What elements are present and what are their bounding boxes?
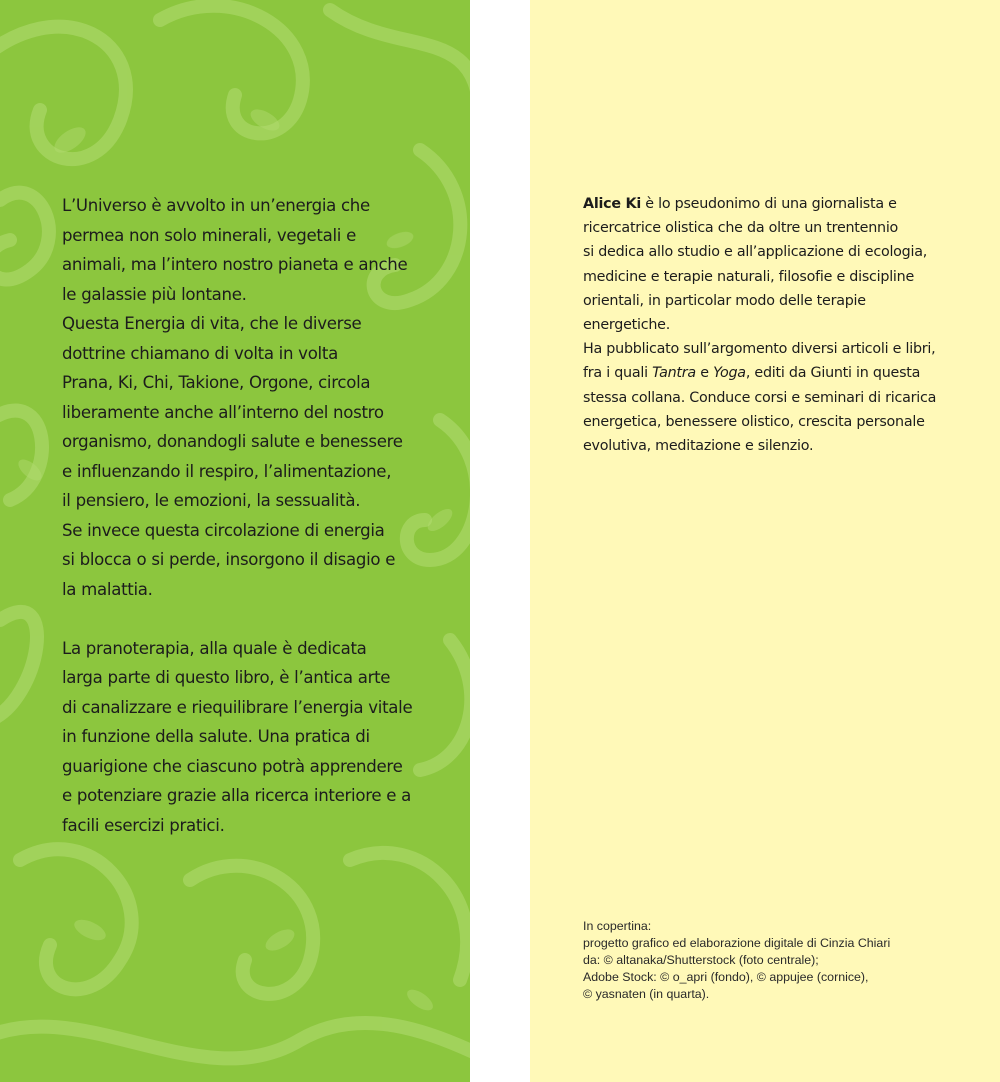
back-flap-text [62,191,442,840]
author-bio [583,192,983,458]
bio-line [583,192,983,216]
text-line: Prana, Ki, Chi, Takione, Orgone, circola [62,373,371,392]
text-line: liberamente anche all’interno del nostro [62,402,384,422]
credit-line: In copertina: [583,919,652,933]
text-line: organismo, donandogli salute e benessere [62,432,403,451]
text-line: si blocca o si perde, insorgono il disagio e [62,550,396,569]
bio-line: ricercatrice olistica che da oltre un trentennio [583,220,899,237]
bio-line [583,361,983,385]
text-line: Questa Energia di vita, che le diverse [62,314,362,333]
bio-text: , editi da Giunti in questa [745,365,921,382]
bio-line: energetiche. [583,317,670,334]
text-line: di canalizzare e riequilibrare l’energia vitale [62,697,413,717]
text-line: permea non solo minerali, vegetali e [62,225,356,245]
credit-line: Adobe Stock: © o_apri (fondo), © appujee (cornice), [583,970,869,984]
text-line: e influenzando il respiro, l’alimentazione, [62,461,392,481]
credit-line: progetto grafico ed elaborazione digitale di Cinzia Chiari [583,936,891,950]
text-line: guarigione che ciascuno potrà apprendere [62,756,403,776]
bio-text: e [695,365,714,382]
text-line: le galassie più lontane. [62,284,247,304]
bio-text: è lo pseudonimo di una giornalista e [641,196,897,212]
paragraph-gap [62,604,442,634]
text-line: animali, ma l’intero nostro pianeta e anche [62,255,408,274]
bio-line: Ha pubblicato sull’argomento diversi articoli e libri, [583,341,936,358]
text-line: e potenziare grazie alla ricerca interiore e a [62,786,412,805]
bio-line: orientali, in particolar modo delle terapie [583,292,866,309]
text-line: dottrine chiamano di volta in volta [62,343,338,363]
bio-line: medicine e terapie naturali, filosofie e discipline [583,268,914,285]
cover-credits [583,918,993,1003]
text-line: Se invece questa circolazione di energia [62,520,385,540]
credit-line: © yasnaten (in quarta). [583,987,710,1001]
book-title-tantra: Tantra [652,365,696,382]
text-line: larga parte di questo libro, è l’antica arte [62,668,391,687]
bio-line: stessa collana. Conduce corsi e seminari di ricarica [583,389,937,406]
text-line: facili esercizi pratici. [62,815,225,835]
bio-text: fra i quali [583,365,653,382]
bio-line: energetica, benessere olistico, crescita personale [583,413,925,430]
text-line: il pensiero, le emozioni, la sessualità. [62,491,361,510]
text-line: in funzione della salute. Una pratica di [62,727,370,746]
author-name: Alice Ki [583,196,641,212]
text-line: L’Universo è avvolto in un’energia che [62,196,370,215]
spine-gap [470,0,530,1082]
bio-line: evolutiva, meditazione e silenzio. [583,438,814,455]
book-title-yoga: Yoga [713,365,746,382]
text-line: La pranoterapia, alla quale è dedicata [62,638,367,658]
author-flap [530,0,1000,1082]
bio-line: si dedica allo studio e all’applicazione di ecologia, [583,244,928,261]
credit-line: da: © altanaka/Shutterstock (foto centrale); [583,953,819,967]
back-flap [0,0,470,1082]
text-line: la malattia. [62,579,153,599]
